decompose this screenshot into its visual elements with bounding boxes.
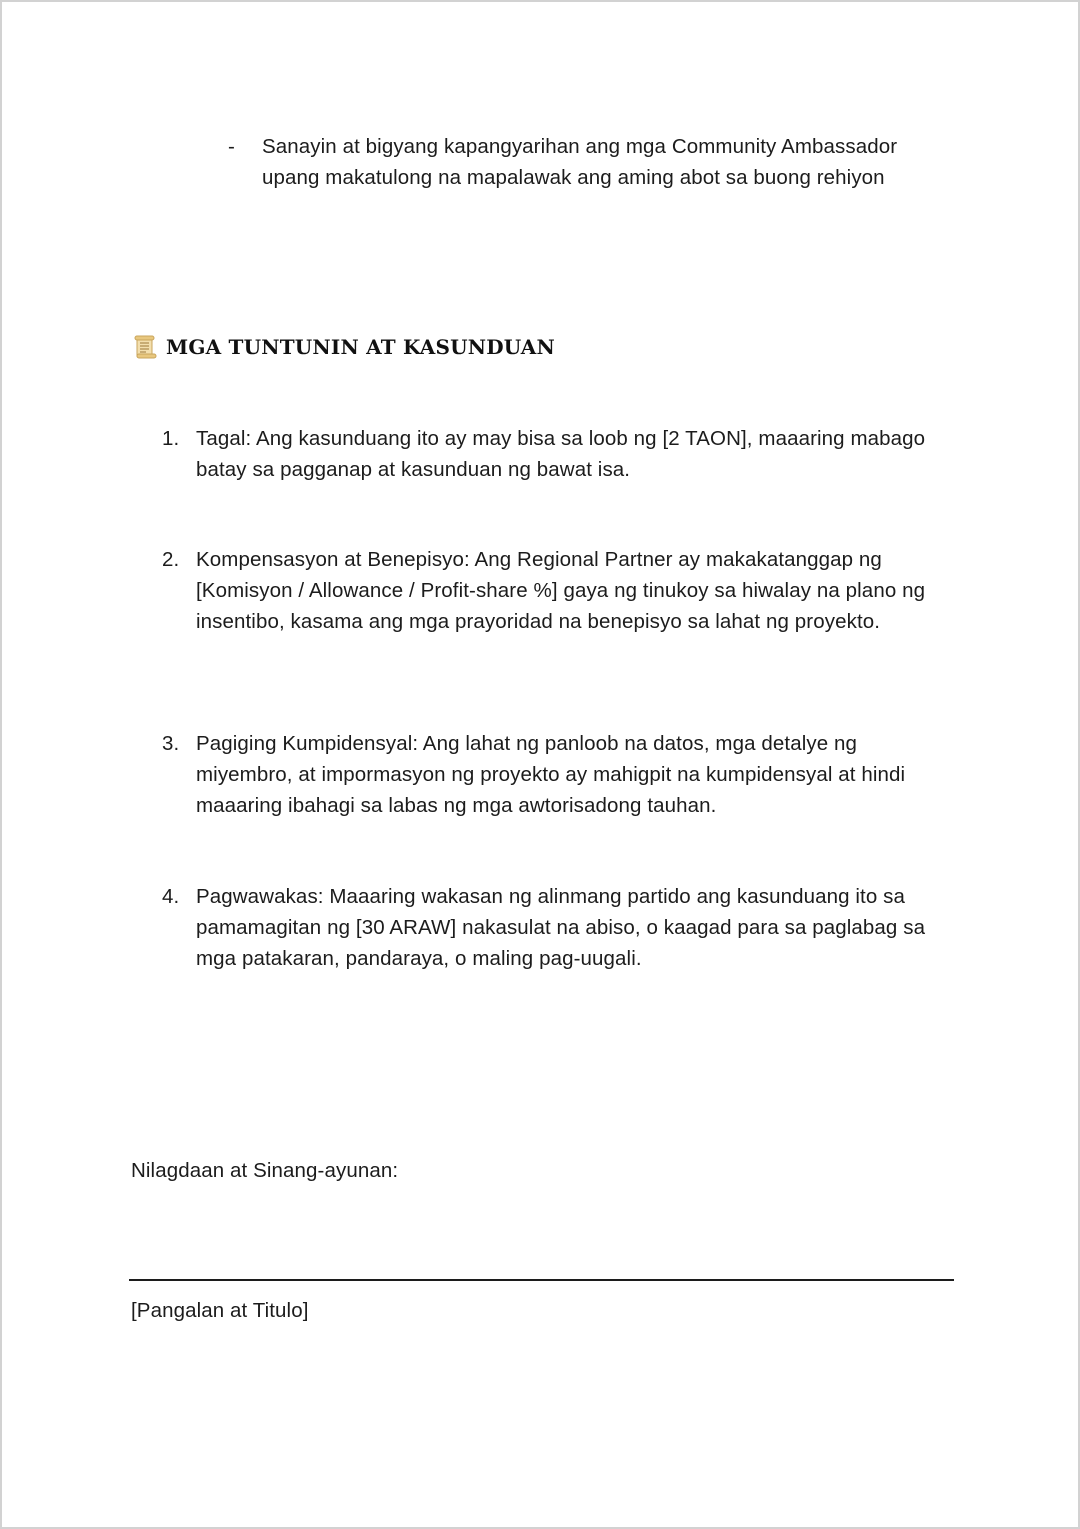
bullet-marker: -	[228, 135, 235, 158]
term-number: 2.	[162, 548, 180, 571]
term-number: 4.	[162, 885, 180, 908]
signature-name-placeholder: [Pangalan at Titulo]	[131, 1299, 309, 1322]
signature-line	[129, 1279, 954, 1281]
term-text: Kompensasyon at Benepisyo: Ang Regional Partner ay makakatanggap ng [Komisyon / Allowance / Profit-share %] gaya ng tinukoy sa hiwalay na plano ng insentibo, kasama ang mga prayoridad na benepisyo sa lahat ng proyekto.	[196, 548, 926, 633]
section-heading	[132, 331, 555, 363]
term-text: Pagiging Kumpidensyal: Ang lahat ng panloob na datos, mga detalye ng miyembro, at impormasyon ng proyekto ay mahigpit na kumpidensyal at hindi maaaring ibahagi sa labas ng mga awtorisadong tauhan.	[196, 732, 906, 817]
term-text: Tagal: Ang kasunduang ito ay may bisa sa loob ng [2 TAON], maaaring mabago batay sa pagganap at kasunduan ng bawat isa.	[196, 427, 926, 481]
scroll-icon	[132, 334, 158, 360]
section-title: MGA TUNTUNIN AT KASUNDUAN	[166, 335, 556, 359]
term-number: 1.	[162, 427, 180, 450]
bullet-text: Sanayin at bigyang kapangyarihan ang mga Community Ambassador upang makatulong na mapalawak ang aming abot sa buong rehiyon	[262, 135, 898, 189]
signature-label: Nilagdaan at Sinang-ayunan:	[131, 1159, 399, 1182]
term-number: 3.	[162, 732, 180, 755]
term-text: Pagwawakas: Maaaring wakasan ng alinmang partido ang kasunduang ito sa pamamagitan ng [30 ARAW] nakasulat na abiso, o kaagad para sa paglabag sa mga patakaran, pandaraya, o maling pag-uugali.	[196, 885, 926, 970]
